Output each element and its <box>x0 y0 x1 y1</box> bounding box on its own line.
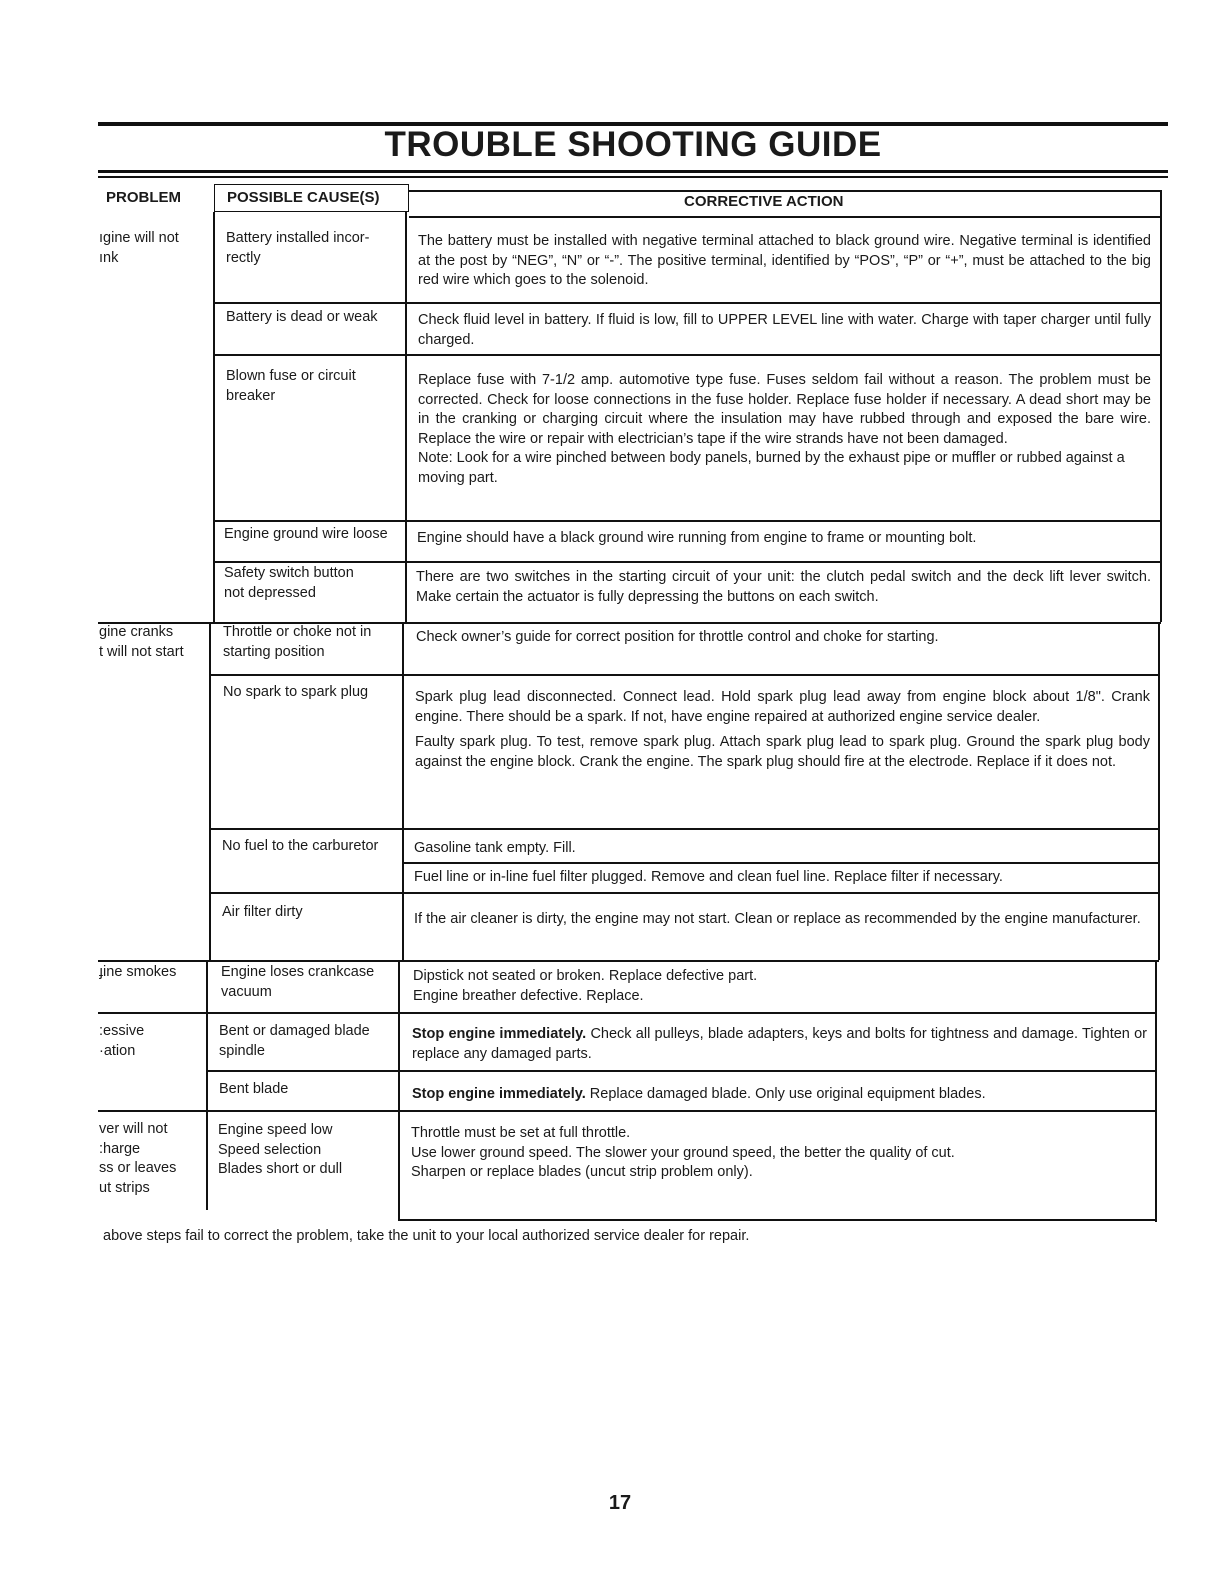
title-rule <box>98 170 1168 173</box>
action-cell <box>411 1124 1146 1183</box>
action-text-2: Fuel line or in-line fuel filter plugged. Remove and clean fuel line. Replace filter if necessary. <box>414 868 1003 885</box>
row-divider <box>209 892 1159 894</box>
col-divider-right <box>1160 190 1162 622</box>
cause-cell: Battery installed incor- rectly <box>226 230 370 266</box>
action-cell <box>418 311 1151 350</box>
header-problem: PROBLEM <box>106 189 181 206</box>
header-action: CORRECTIVE ACTION <box>684 193 844 210</box>
page-title: TROUBLE SHOOTING GUIDE <box>384 125 882 164</box>
action-cell <box>414 910 1149 930</box>
row-divider <box>213 561 1161 563</box>
cause-cell: No fuel to the carburetor <box>222 838 379 854</box>
action-text: Check owner’s guide for correct position for throttle control and choke for starting. <box>416 629 939 645</box>
action-header-bottom <box>409 216 1161 218</box>
action-cell <box>415 688 1150 772</box>
cause-cell: Engine loses crankcase vacuum <box>221 964 375 1000</box>
cause-cell: Throttle or choke not in starting position <box>223 624 372 660</box>
action-cell <box>414 839 1149 887</box>
row-divider <box>98 1012 1156 1014</box>
action-cell <box>418 232 1151 291</box>
action-rest: Check all pulleys, blade adapters, keys and bolts for tightness and damage. Tighten or replace any damaged parts. <box>412 1026 1147 1062</box>
row-divider <box>98 960 1159 962</box>
row-divider <box>213 302 1161 304</box>
action-cell <box>416 568 1151 607</box>
cause-cell: Safety switch button not depressed <box>224 565 354 601</box>
row-divider-bottom <box>398 1219 1156 1221</box>
header-cause: POSSIBLE CAUSE(S) <box>227 189 380 206</box>
footer-note: above steps fail to correct the problem, take the unit to your local authorized service dealer for repair. <box>103 1228 750 1244</box>
cause-cell: Engine ground wire loose <box>224 526 388 542</box>
action-cell <box>413 967 1148 1006</box>
action-cell <box>412 1085 1147 1105</box>
row-divider <box>209 674 1159 676</box>
action-cell <box>416 628 1151 648</box>
action-text: Spark plug lead disconnected. Connect lead. Hold spark plug lead away from engine block about 1/8". Crank engine. There should be a spark. If not, have engine repaired at authorized engine service dealer. <box>415 689 1150 725</box>
action-cell <box>418 371 1151 488</box>
action-header-top <box>409 190 1161 192</box>
col-divider-right-2 <box>1158 622 1160 960</box>
col-divider-mid-2 <box>402 622 404 960</box>
header-rule <box>98 176 1168 178</box>
problem-cell: ɟine smokes <box>99 964 177 980</box>
row-divider <box>213 354 1161 356</box>
problem-cell: gine cranks t will not start <box>99 624 184 660</box>
cause-cell: No spark to spark plug <box>223 684 369 700</box>
problem-cell: ver will not :harge ss or leaves ut strips <box>99 1121 177 1196</box>
action-text: The battery must be installed with negative terminal attached to black ground wire. Negative terminal is identified at the post by “NEG”, “N” or “-”. The positive terminal, identified by “POS”, “P” or “+”, must be attached to the big red wire which goes to the solenoid. <box>418 233 1151 288</box>
action-text: Dipstick not seated or broken. Replace defective part. Engine breather defective. Replace. <box>413 968 758 1004</box>
problem-cell: :essive ·ation <box>99 1023 145 1059</box>
problem-cell: ıgine will not ınk <box>99 230 179 266</box>
action-cell <box>412 1025 1147 1064</box>
row-divider <box>98 1110 1156 1112</box>
action-cell <box>417 529 1150 549</box>
row-divider <box>206 1070 1156 1072</box>
cause-cell: Air filter dirty <box>222 904 303 920</box>
col-divider-left-2 <box>209 622 211 960</box>
action-note: Note: Look for a wire pinched between body panels, burned by the exhaust pipe or muffler or rubbed against a moving part. <box>418 450 1125 486</box>
action-text: Throttle must be set at full throttle. Use lower ground speed. The slower your ground speed, the better the quality of cut. Sharpen or replace blades (uncut strip problem only). <box>411 1125 955 1180</box>
action-text: Gasoline tank empty. Fill. <box>414 840 576 856</box>
cause-cell: Battery is dead or weak <box>226 309 378 325</box>
action-text <box>412 1085 1147 1105</box>
cause-cell: Engine speed low Speed selection Blades short or dull <box>218 1122 343 1177</box>
action-rest: Replace damaged blade. Only use original equipment blades. <box>585 1086 986 1102</box>
action-text: Engine should have a black ground wire running from engine to frame or mounting bolt. <box>417 530 977 546</box>
action-text: If the air cleaner is dirty, the engine may not start. Clean or replace as recommended by the engine manufacturer. <box>414 911 1141 927</box>
action-text <box>412 1025 1147 1064</box>
action-text-2: Faulty spark plug. To test, remove spark plug. Attach spark plug lead to spark plug. Ground the spark plug body against the engine block. Crank the engine. The spark plug should fire at the electrode. Replace if it does not. <box>415 734 1150 770</box>
action-text: There are two switches in the starting circuit of your unit: the clutch pedal switch and the deck lift lever switch. Make certain the actuator is fully depressing the buttons on each switch. <box>416 569 1151 605</box>
page-number: 17 <box>608 1492 632 1514</box>
action-text: Check fluid level in battery. If fluid is low, fill to UPPER LEVEL line with water. Charge with taper charger until fully charged. <box>418 312 1151 348</box>
action-bold: Stop engine immediately. <box>412 1086 586 1102</box>
cause-cell: Blown fuse or circuit breaker <box>226 368 356 404</box>
col-divider-right-3 <box>1155 960 1157 1222</box>
action-text: Replace fuse with 7-1/2 amp. automotive type fuse. Fuses seldom fail without a reason. The problem must be corrected. Check for loose connections in the fuse holder. Replace fuse holder if necessary. A dead short may be in the cranking or charging circuit where the insulation may have rubbed through and exposed the bare wire. Replace the wire or repair with electrician’s tape if the wire strands have not been damaged. <box>418 372 1151 447</box>
cause-cell: Bent blade <box>219 1081 289 1097</box>
cause-cell: Bent or damaged blade spindle <box>219 1023 370 1059</box>
row-divider <box>213 520 1161 522</box>
row-divider <box>209 828 1159 830</box>
action-bold: Stop engine immediately. <box>412 1026 587 1042</box>
